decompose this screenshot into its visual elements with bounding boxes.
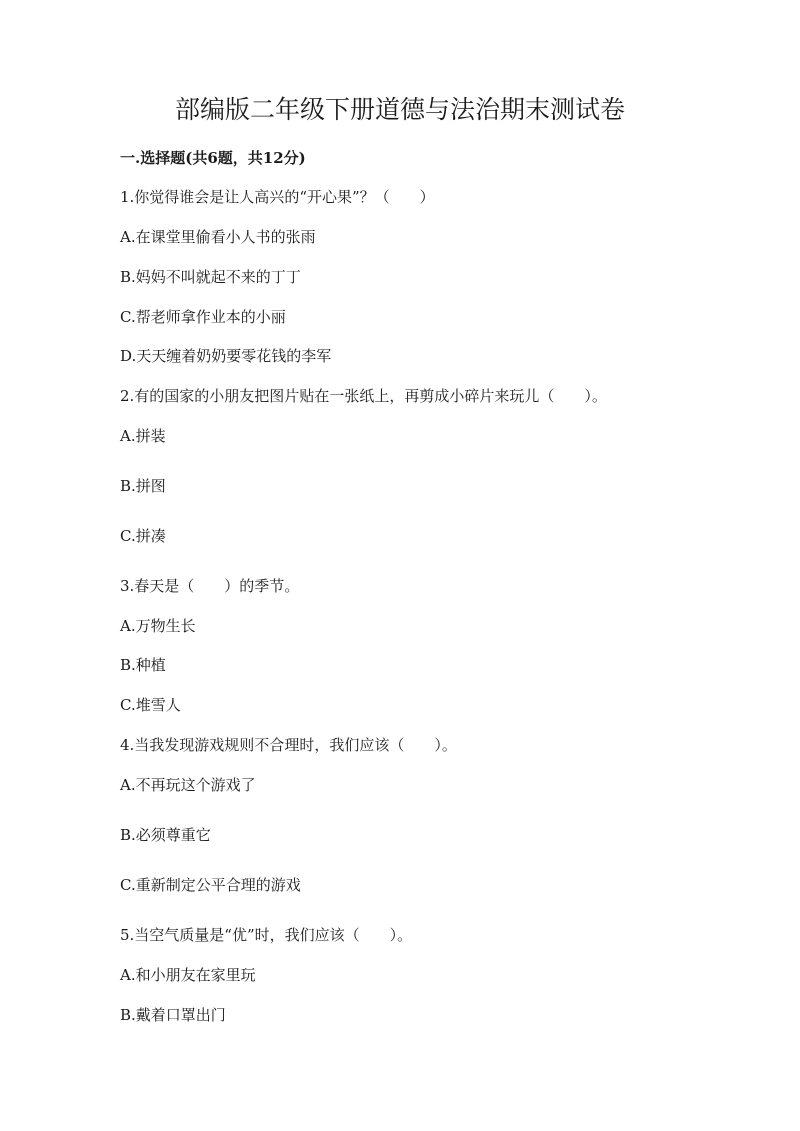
question-2-option-c: C.拼凑 [120,527,166,545]
question-2-option-a: A.拼装 [120,427,166,445]
question-2-option-b: B.拼图 [120,477,166,495]
question-4-option-a: A.不再玩这个游戏了 [120,776,256,794]
question-5-option-a: A.和小朋友在家里玩 [120,966,256,984]
question-3-option-a: A.万物生长 [120,617,196,635]
question-4-stem: 4.当我发现游戏规则不合理时，我们应该（ ）。 [120,736,457,754]
question-1-option-d: D.天天缠着奶奶要零花钱的李军 [120,347,332,365]
question-1-option-a: A.在课堂里偷看小人书的张雨 [120,228,316,246]
question-3-stem: 3.春天是（ ）的季节。 [120,577,300,595]
section-heading: 一.选择题(共6题，共12分) [120,149,306,167]
question-2-stem: 2.有的国家的小朋友把图片贴在一张纸上，再剪成小碎片来玩儿（ ）。 [120,387,607,405]
question-4-option-b: B.必须尊重它 [120,826,211,844]
question-4-option-c: C.重新制定公平合理的游戏 [120,876,301,894]
question-1-option-b: B.妈妈不叫就起不来的丁丁 [120,268,301,286]
question-3-option-c: C.堆雪人 [120,696,181,714]
question-1-option-c: C.帮老师拿作业本的小丽 [120,308,286,326]
question-1-stem: 1.你觉得谁会是让人高兴的“开心果”？（ ） [120,188,435,206]
question-5-option-b: B.戴着口罩出门 [120,1006,226,1024]
document-title: 部编版二年级下册道德与法治期末测试卷 [174,95,625,124]
question-5-stem: 5.当空气质量是“优”时，我们应该（ ）。 [120,926,413,944]
question-3-option-b: B.种植 [120,656,166,674]
